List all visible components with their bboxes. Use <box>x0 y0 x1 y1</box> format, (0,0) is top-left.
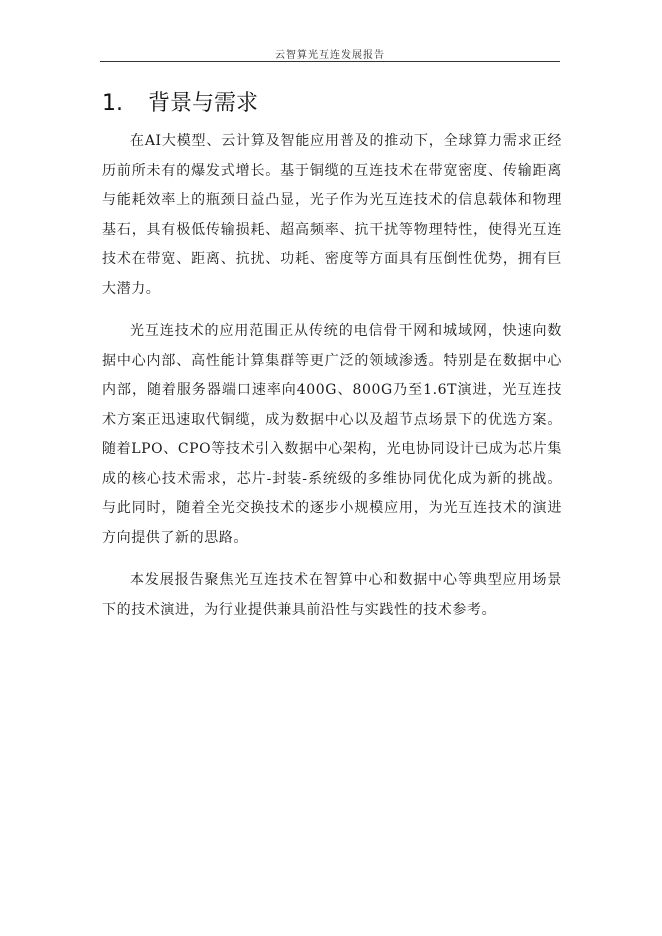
paragraph-applications: 光互连技术的应用范围正从传统的电信骨干网和城域网，快速向数据中心内部、高性能计算集群等更广泛的领域渗透。特别是在数据中心内部，随着服务器端口速率向400G、800G乃至1.6T演进，光互连技术方案正迅速取代铜缆，成为数据中心以及超节点场景下的优选方案。随着LPO、CPO等技术引入数据中心架构，光电协同设计已成为芯片集成的核心技术需求，芯片-封装-系统级的多维协同优化成为新的挑战。与此同时，随着全光交换技术的逐步小规模应用，为光互连技术的演进方向提供了新的思路。 <box>102 323 562 546</box>
running-header: 云智算光互连发展报告 <box>275 50 385 61</box>
section-heading <box>102 88 258 120</box>
header-divider <box>100 61 560 62</box>
paragraph-report-focus: 本发展报告聚焦光互连技术在智算中心和数据中心等典型应用场景下的技术演进，为行业提供兼具前沿性与实践性的技术参考。 <box>102 572 562 618</box>
paragraph-intro: 在AI大模型、云计算及智能应用普及的推动下，全球算力需求正经历前所未有的爆发式增长。基于铜缆的互连技术在带宽密度、传输距离与能耗效率上的瓶颈日益凸显，光子作为光互连技术的信息载体和物理基石，具有极低传输损耗、超高频率、抗干扰等物理特性，使得光互连技术在带宽、距离、抗扰、功耗、密度等方面具有压倒性优势，拥有巨大潜力。 <box>102 133 562 297</box>
section-number: 1. <box>102 91 123 116</box>
body-text <box>102 127 562 638</box>
section-title: 背景与需求 <box>148 91 259 116</box>
